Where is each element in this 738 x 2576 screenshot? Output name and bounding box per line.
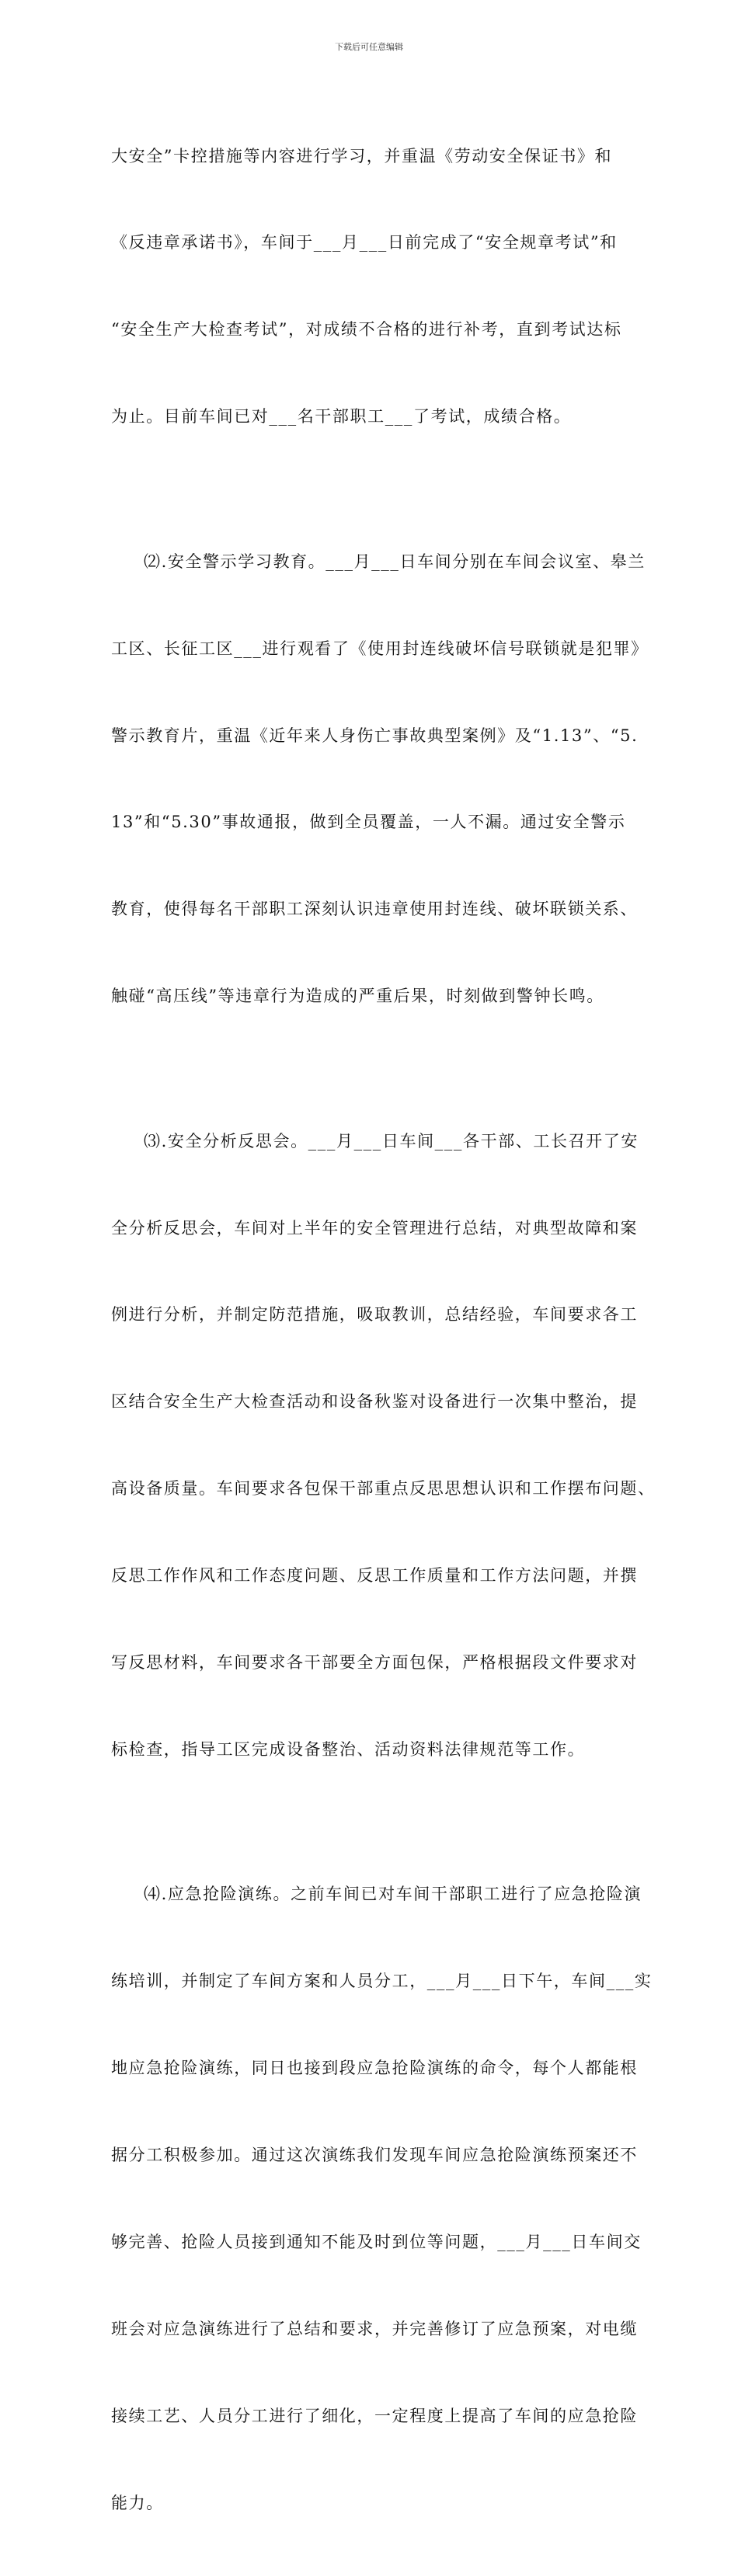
- paragraph-2-line-5: 教育，使得每名干部职工深刻认识违章使用封连线、破坏联锁关系、: [111, 900, 638, 919]
- paragraph-4-line-4: 据分工积极参加。通过这次演练我们发现车间应急抢险演练预案还不: [111, 2146, 638, 2165]
- paragraph-3-line-2: 全分析反思会，车间对上半年的安全管理进行总结，对典型故障和案: [111, 1218, 638, 1238]
- paragraph-4-line-5: 够完善、抢险人员接到通知不能及时到位等问题，___月___日车间交: [111, 2232, 642, 2251]
- paragraph-3: [111, 1069, 656, 1822]
- paragraph-1-line-3: “安全生产大检查考试”，对成绩不合格的进行补考，直到考试达标: [111, 320, 622, 339]
- paragraph-2-line-6: 触碰“高压线”等违章行为造成的严重后果，时刻做到警钟长鸣。: [111, 987, 604, 1006]
- paragraph-2-line-2: 工区、长征工区___进行观看了《使用封连线破坏信号联锁就是犯罪》: [111, 639, 649, 658]
- paragraph-4-line-3: 地应急抢险演练，同日也接到段应急抢险演练的命令，每个人都能根: [111, 2059, 638, 2078]
- paragraph-2-line-1-text: ⑵.安全警示学习教育。___月___日车间分别在车间会议室、皋兰: [144, 552, 646, 571]
- paragraph-3-line-3: 例进行分析，并制定防范措施，吸取教训，总结经验，车间要求各工: [111, 1305, 638, 1325]
- document-body: [111, 84, 656, 2576]
- paragraph-4-line-2: 练培训，并制定了车间方案和人员分工，___月___日下午，车间___实: [111, 1972, 653, 1991]
- paragraph-3-line-4: 区结合安全生产大检查活动和设备秋鉴对设备进行一次集中整治，提: [111, 1392, 638, 1412]
- paragraph-3-line-8: 标检查，指导工区完成设备整治、活动资料法律规范等工作。: [111, 1739, 586, 1759]
- paragraph-1: [111, 84, 630, 489]
- paragraph-2-line-3: 警示教育片，重温《近年来人身伤亡事故典型案例》及“1.13”、“5.: [111, 726, 639, 745]
- paragraph-1-line-4: 为止。目前车间已对___名干部职工___了考试，成绩合格。: [111, 407, 572, 426]
- paragraph-4-line-1-text: ⑷.应急抢险演练。之前车间已对车间干部职工进行了应急抢险演: [144, 1885, 642, 1904]
- paragraph-4: [111, 1822, 653, 2576]
- header-note: 下载后可任意编辑: [335, 42, 403, 52]
- paragraph-1-line-2: 《反违章承诺书》，车间于___月___日前完成了“安全规章考试”和: [111, 233, 618, 252]
- paragraph-4-line-7: 接续工艺、人员分工进行了细化，一定程度上提高了车间的应急抢险: [111, 2406, 638, 2425]
- paragraph-2-line-4: 13”和“5.30”事故通报，做到全员覆盖，一人不漏。通过安全警示: [111, 813, 626, 832]
- paragraph-4-line-1: [111, 1880, 642, 1909]
- paragraph-3-line-1: [111, 1127, 639, 1156]
- paragraph-2: [111, 489, 649, 1069]
- paragraph-4-line-8: 能力。: [111, 2493, 164, 2512]
- paragraph-2-line-1: [111, 548, 646, 576]
- paragraph-3-line-1-text: ⑶.安全分析反思会。___月___日车间___各干部、工长召开了安: [144, 1131, 639, 1150]
- paragraph-3-line-5: 高设备质量。车间要求各包保干部重点反思思想认识和工作摆布问题、: [111, 1479, 656, 1499]
- paragraph-4-line-6: 班会对应急演练进行了总结和要求，并完善修订了应急预案，对电缆: [111, 2319, 638, 2338]
- paragraph-1-line-1: 大安全”卡控措施等内容进行学习，并重温《劳动安全保证书》和: [111, 146, 613, 165]
- paragraph-3-line-6: 反思工作作风和工作态度问题、反思工作质量和工作方法问题，并撰: [111, 1566, 638, 1586]
- paragraph-3-line-7: 写反思材料，车间要求各干部要全方面包保，严格根据段文件要求对: [111, 1653, 638, 1673]
